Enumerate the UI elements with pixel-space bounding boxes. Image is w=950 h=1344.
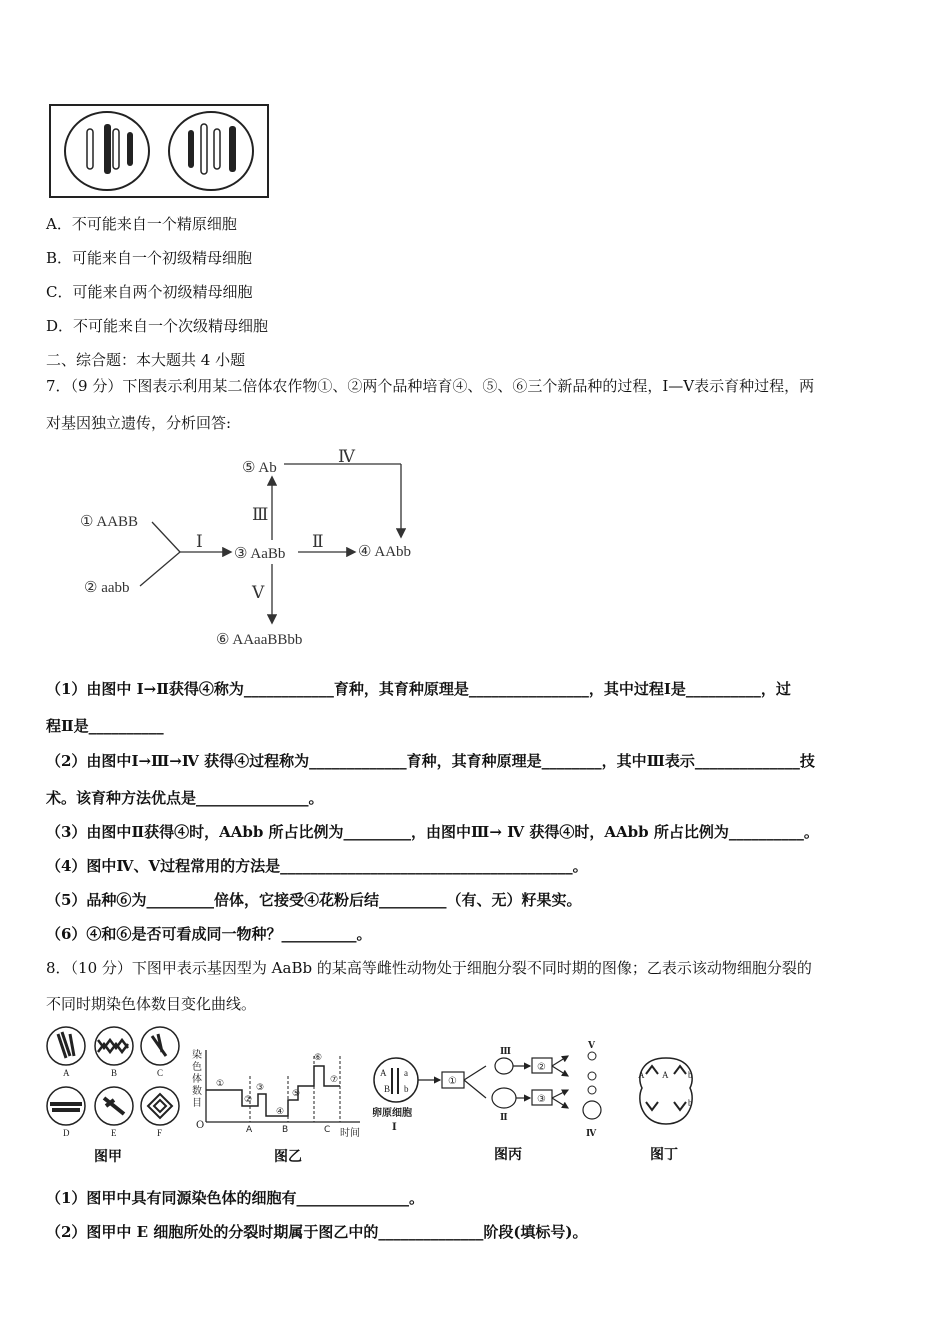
section-title: 二、综合题：本大题共 4 小题 [46, 351, 246, 369]
y-label-char-3: 体 [192, 1074, 202, 1085]
node-4: ④ AAbb [358, 544, 412, 560]
ding-gene-4: b [688, 1098, 693, 1108]
node-5: ⑤ Ab [242, 460, 277, 476]
stage-7: ⑦ [330, 1075, 339, 1085]
q8-stem-line2: 不同时期染色体数目变化曲线。 [46, 995, 257, 1013]
stage-3: ③ [256, 1083, 265, 1093]
caption-ding: 图丁 [650, 1147, 678, 1163]
q7-sub5: （5）品种⑥为_________倍体，它接受④花粉后结_________（有、无）籽果实。 [46, 891, 582, 909]
gene-label-2: a [404, 1068, 408, 1078]
label-ii: Ⅱ [500, 1113, 508, 1123]
option-a: A．不可能来自一个精原细胞 [46, 215, 237, 233]
cell-label-a: A [63, 1068, 70, 1078]
option-b: B．可能来自一个初级精母细胞 [46, 249, 253, 267]
q7-stem-line1: 7．（9 分）下图表示利用某二倍体农作物①、②两个品种培育④、⑤、⑥三个新品种的过程，Ⅰ—Ⅴ表示育种过程，两 [46, 377, 815, 395]
gene-label-1: A [380, 1068, 387, 1078]
cell-label-d: D [63, 1128, 70, 1138]
chromosome-cells-figure [49, 104, 269, 198]
x-axis-label: 时间 [340, 1128, 360, 1139]
caption-bing: 图丙 [494, 1147, 522, 1163]
figure-ding [634, 1054, 698, 1128]
stage-5: ⑤ [292, 1089, 301, 1099]
node-3: ③ AaBb [234, 546, 286, 562]
node-1: ① AABB [80, 514, 139, 530]
period-b: B [282, 1125, 289, 1135]
ding-gene-3: b [688, 1070, 693, 1080]
q8-sub1: （1）图甲中具有同源染色体的细胞有_______________。 [46, 1189, 424, 1207]
cell-label-c: C [157, 1068, 164, 1078]
y-label-char-2: 色 [192, 1062, 202, 1073]
right-cell [169, 112, 253, 190]
period-c: C [324, 1125, 331, 1135]
y-label-char-1: 染 [192, 1050, 202, 1061]
ding-gene-1: A [638, 1070, 645, 1080]
cell-label-b: B [111, 1068, 118, 1078]
q8-sub2: （2）图甲中 E 细胞所处的分裂时期属于图乙中的______________阶段(填标号)。 [46, 1223, 588, 1241]
cell-label-f: F [157, 1128, 163, 1138]
route-5: Ⅴ [252, 583, 265, 602]
q7-sub1-line2: 程Ⅱ是__________ [46, 717, 164, 735]
figure-bing [370, 1040, 620, 1144]
q7-sub4: （4）图中Ⅳ、Ⅴ过程常用的方法是_______________________________________。 [46, 857, 588, 875]
caption-yi: 图乙 [274, 1149, 302, 1165]
node-6: ⑥ AAaaBBbb [216, 632, 303, 648]
ding-gene-2: A [662, 1070, 669, 1080]
route-1: Ⅰ [196, 532, 203, 551]
q7-sub2-line2: 术。该育种方法优点是_______________。 [46, 789, 324, 807]
stage-6: ⑥ [314, 1053, 323, 1063]
route-3: Ⅲ [252, 505, 269, 524]
q8-stem-line1: 8．（10 分）下图甲表示基因型为 AaBb 的某高等雌性动物处于细胞分裂不同时期的图像；乙表示该动物细胞分裂的 [46, 959, 812, 977]
step-1-label: ① [448, 1076, 457, 1087]
figure-jia [44, 1026, 184, 1146]
q7-stem-line2: 对基因独立遗传，分析回答: [46, 414, 232, 432]
route-2: Ⅱ [312, 532, 324, 551]
label-iii: Ⅲ [500, 1047, 511, 1057]
q7-sub2-line1: （2）由图中Ⅰ→Ⅲ→Ⅳ 获得④过程称为_____________育种，其育种原理是________，其中Ⅲ表示______________技 [46, 752, 815, 770]
y-label-char-4: 数 [192, 1086, 202, 1097]
step-3-label: ③ [537, 1094, 546, 1105]
caption-jia: 图甲 [94, 1149, 122, 1165]
period-a: A [246, 1125, 253, 1135]
option-c: C．可能来自两个初级精母细胞 [46, 283, 253, 301]
step-2-label: ② [537, 1062, 546, 1073]
label-v: Ⅴ [588, 1041, 595, 1051]
origin-label: O [196, 1120, 205, 1131]
stage-4: ④ [276, 1107, 285, 1117]
stage-2: ② [244, 1095, 253, 1105]
label-roman-i: Ⅰ [392, 1122, 397, 1133]
cell-label-e: E [111, 1128, 117, 1138]
q7-sub1-line1: （1）由图中 Ⅰ→Ⅱ获得④称为____________育种，其育种原理是________________，其中过程Ⅰ是__________，过 [46, 680, 791, 698]
node-2: ② aabb [84, 580, 130, 596]
route-4: Ⅳ [338, 447, 355, 466]
label-iv: Ⅳ [586, 1129, 597, 1139]
gene-label-3: B [384, 1084, 391, 1094]
y-label-char-5: 目 [192, 1098, 202, 1109]
gene-label-4: b [404, 1084, 409, 1094]
figure-yi [190, 1046, 370, 1142]
breeding-diagram [70, 446, 470, 656]
q7-sub6: （6）④和⑥是否可看成同一物种？__________。 [46, 925, 372, 943]
cell-label-oogonium: 卵原细胞 [372, 1108, 412, 1119]
q7-sub3: （3）由图中Ⅱ获得④时，AAbb 所占比例为_________，由图中Ⅲ→ Ⅳ 获得④时，AAbb 所占比例为__________。 [46, 823, 819, 841]
stage-1: ① [216, 1079, 225, 1089]
option-d: D．不可能来自一个次级精母细胞 [46, 317, 269, 335]
